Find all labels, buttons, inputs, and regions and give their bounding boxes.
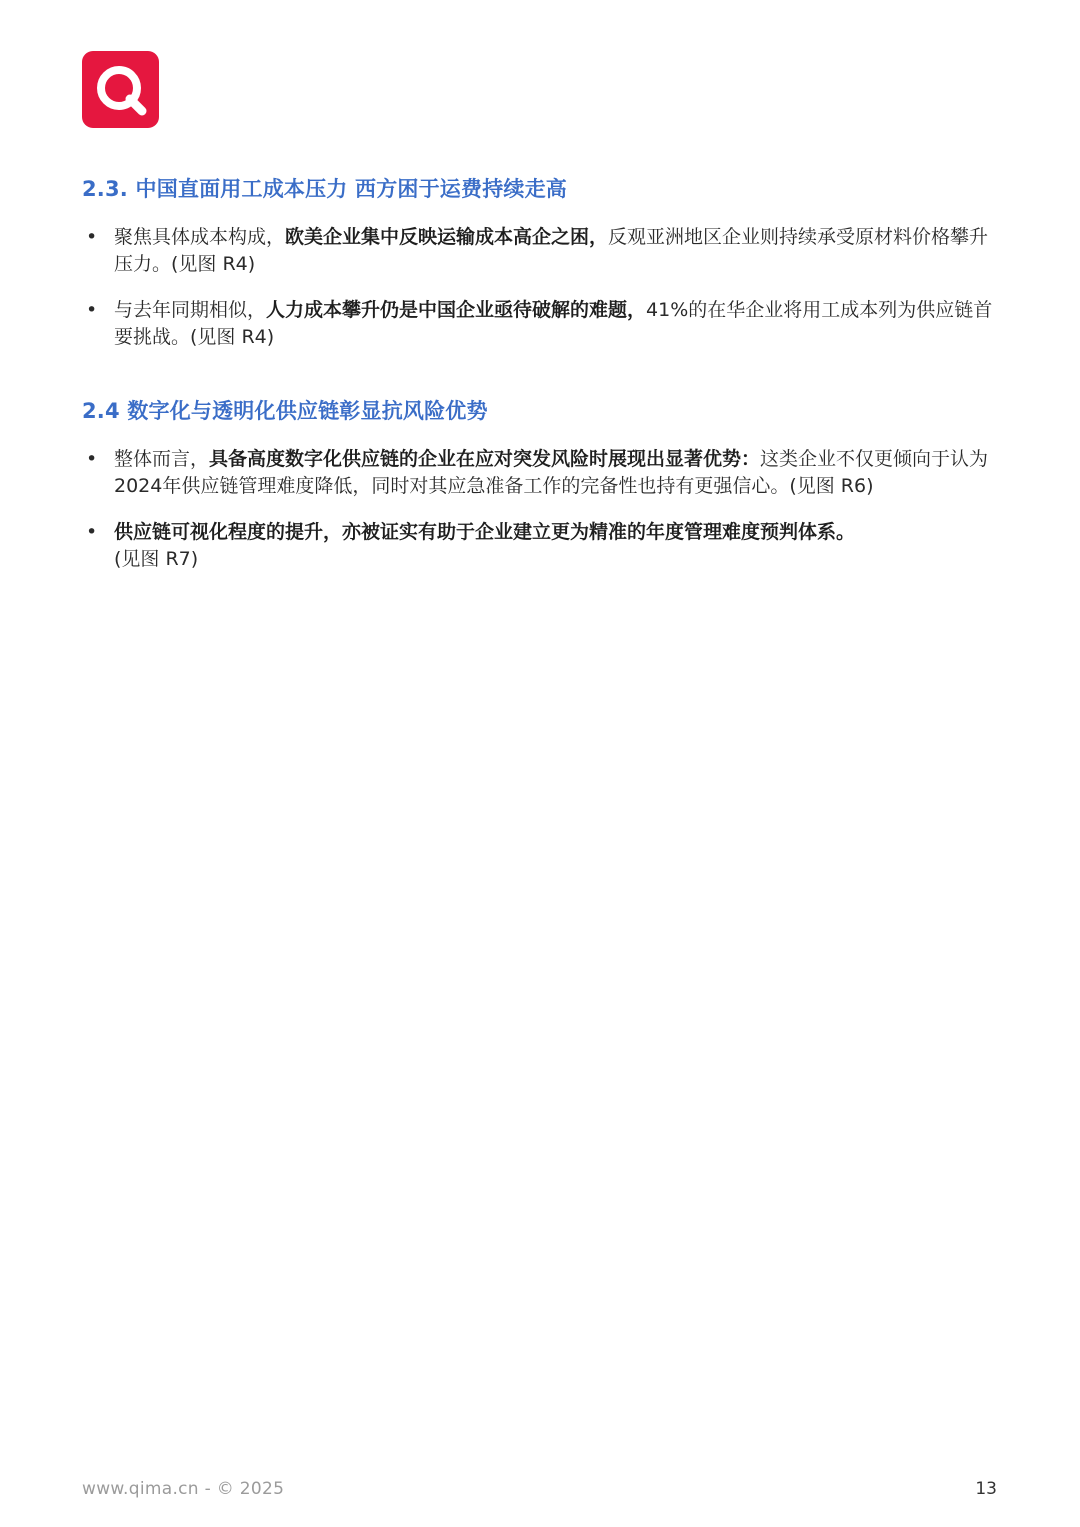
bullet-icon: •	[86, 448, 98, 470]
item-text: 这类企业不仅更倾向于认为2024年供应链管理难度降低，同时对其应急准备工作的完备性也持有更强信心。(见图 R6)	[114, 448, 989, 497]
bullet-icon: •	[86, 226, 98, 248]
section-2-4	[82, 394, 1002, 592]
qima-q-logo-icon	[82, 51, 159, 128]
bullet-list	[82, 224, 1002, 351]
list-item	[82, 297, 1002, 351]
item-text: (见图 R7)	[114, 548, 199, 570]
item-bold-text: 具备高度数字化供应链的企业在应对突发风险时展现出显著优势：	[209, 448, 761, 470]
item-bold-text: 欧美企业集中反映运输成本高企之困，	[285, 226, 609, 248]
item-text: 与去年同期相似，	[114, 299, 267, 321]
section-heading: 2.4 数字化与透明化供应链彰显抗风险优势	[82, 399, 488, 423]
item-text: 41%的在华企业将用工成本列为供应链首要挑战。(见图 R4)	[114, 299, 993, 348]
list-item	[82, 446, 1002, 500]
item-text: 反观亚洲地区企业则持续承受原材料价格攀升压力。(见图 R4)	[114, 226, 989, 275]
item-text: 整体而言，	[114, 448, 210, 470]
qima-logo	[82, 51, 159, 128]
item-text: 聚焦具体成本构成，	[114, 226, 286, 248]
bullet-list	[82, 446, 1002, 573]
section-heading: 2.3. 中国直面用工成本压力 西方困于运费持续走高	[82, 177, 567, 201]
item-bold-text: 供应链可视化程度的提升，亦被证实有助于企业建立更为精准的年度管理难度预判体系。	[114, 521, 856, 543]
bullet-icon: •	[86, 299, 98, 321]
footer-website[interactable]: www.qima.cn - © 2025	[82, 1479, 285, 1499]
list-item	[82, 224, 1002, 278]
page-number: 13	[975, 1479, 997, 1499]
bullet-icon: •	[86, 521, 98, 543]
list-item	[82, 519, 1002, 573]
section-2-3	[82, 172, 1002, 370]
item-bold-text: 人力成本攀升仍是中国企业亟待破解的难题，	[266, 299, 647, 321]
